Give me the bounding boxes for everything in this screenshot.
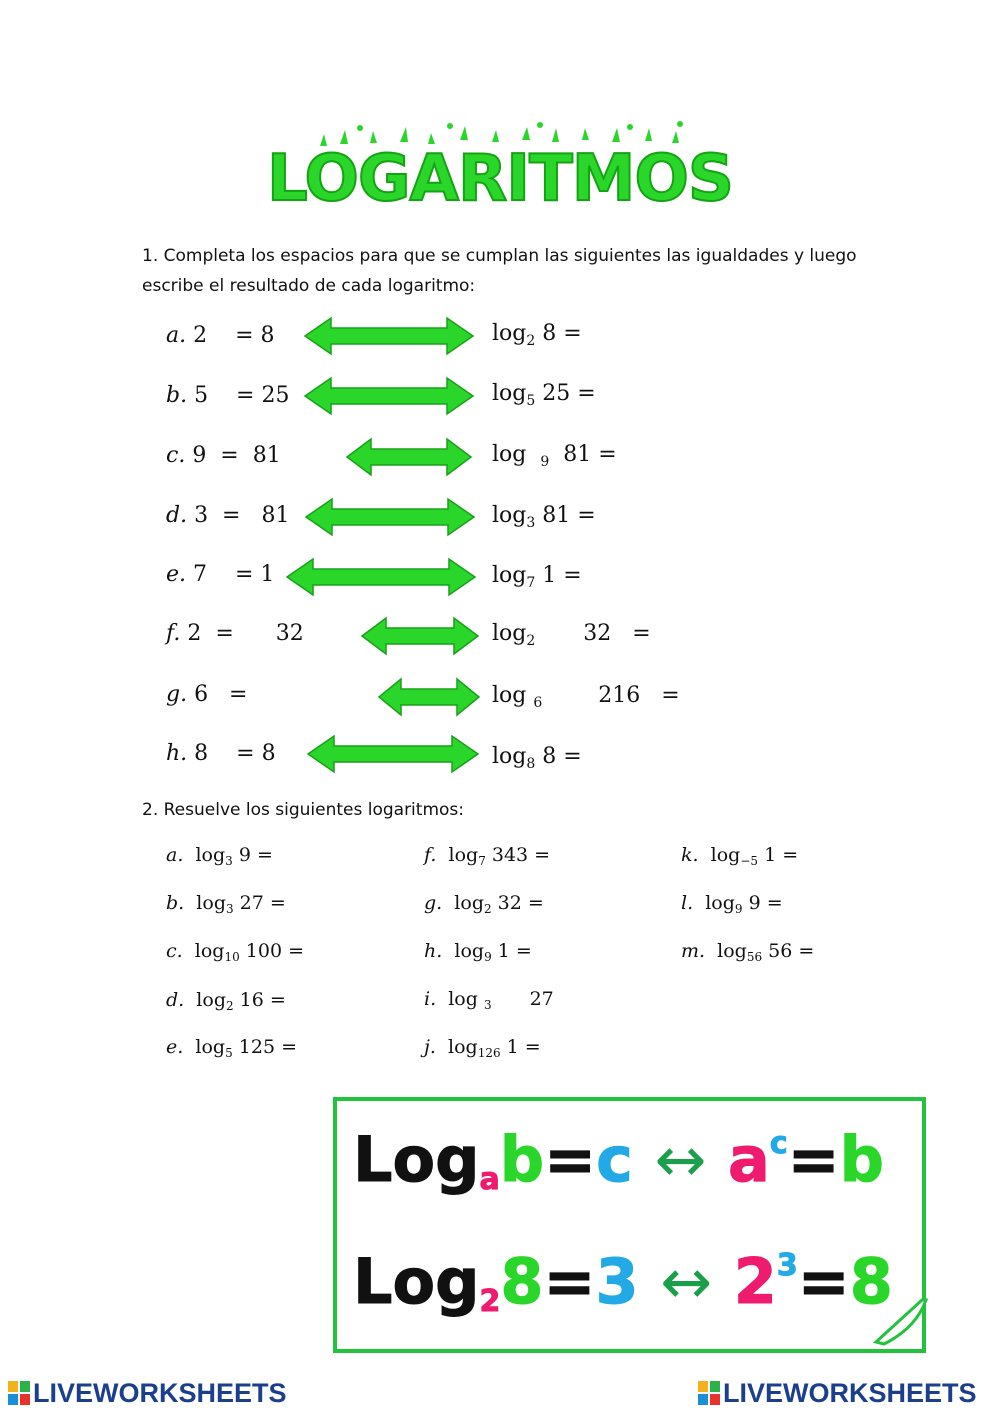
exercise1-b-left	[166, 383, 289, 408]
exponential-equation: 7 = 1	[193, 562, 275, 587]
log-base: 56	[746, 950, 763, 964]
formula-power-base: a	[727, 1123, 770, 1196]
log-base: 3	[526, 515, 536, 531]
exponential-equation: 9 = 81	[192, 443, 281, 468]
log-argument: 1 =	[506, 1036, 541, 1058]
title-text: LOGARITMOS	[267, 142, 733, 216]
log-word: log	[492, 621, 527, 646]
log-base: 10	[224, 950, 240, 964]
log-base: 9	[484, 950, 492, 964]
exercise1-f-log	[492, 621, 651, 649]
log-base: 9	[540, 454, 550, 470]
log-base: 126	[477, 1046, 501, 1060]
log-word: log	[454, 940, 485, 962]
log-argument: 81 =	[563, 442, 617, 467]
exponential-equation: 2 = 8	[193, 323, 275, 348]
formula-power-base: 2	[733, 1245, 777, 1318]
exercise1-c-log	[492, 442, 617, 470]
log-word: log	[196, 892, 226, 914]
exercise1-g-left	[166, 682, 248, 707]
log-argument: 27 =	[239, 892, 286, 914]
log-word: log	[448, 988, 478, 1010]
row-letter: g.	[166, 682, 188, 707]
folded-corner-icon	[876, 1298, 928, 1352]
brand-name: LIVEWORKSHEETS	[33, 1378, 287, 1408]
row-letter: c.	[166, 443, 186, 468]
exercise1-h-log	[492, 744, 582, 772]
log-base: 3	[483, 998, 492, 1012]
log-argument: 32 =	[497, 892, 544, 914]
formula-result: 3	[595, 1245, 639, 1318]
exercise2-m	[681, 940, 814, 962]
log-base: 7	[526, 575, 536, 591]
double-arrow-icon	[285, 557, 477, 597]
footer-brand-left[interactable]	[8, 1378, 287, 1412]
log-word: log	[454, 892, 484, 914]
row-letter: i.	[424, 988, 437, 1010]
log-argument: 1 =	[497, 940, 532, 962]
liveworksheets-logo-icon	[698, 1381, 720, 1412]
formula-base: 2	[479, 1284, 501, 1319]
exercise1-b-log	[492, 381, 596, 409]
exercise1-a-log	[492, 321, 582, 349]
formula-log: Log	[353, 1245, 480, 1318]
log-word: log	[710, 844, 741, 866]
log-argument: 100 =	[245, 940, 305, 962]
log-base: 3	[225, 902, 234, 916]
log-base: 8	[526, 756, 536, 772]
formula-equals: =	[787, 1123, 840, 1196]
exercise2-g	[424, 892, 544, 914]
exercise1-h-left	[166, 741, 276, 766]
double-arrow-icon	[306, 734, 480, 774]
row-letter: g.	[424, 892, 443, 914]
log-word: log	[448, 844, 479, 866]
exercise2-j	[424, 1036, 541, 1058]
footer-brand-right[interactable]	[698, 1378, 977, 1412]
log-word: log	[196, 989, 226, 1011]
row-letter: l.	[681, 892, 694, 914]
log-argument: 125 =	[238, 1036, 297, 1058]
log-argument: 16 =	[239, 989, 286, 1011]
log-word: log	[492, 683, 527, 708]
row-letter: h.	[424, 940, 443, 962]
log-argument: 27	[529, 988, 554, 1010]
formula-result: c	[596, 1123, 633, 1196]
log-base: 2	[225, 999, 234, 1013]
exponential-equation: 2 = 32	[187, 621, 304, 646]
log-base: 2	[483, 902, 492, 916]
log-argument: 1 =	[542, 563, 582, 588]
exercise2-e	[166, 1036, 297, 1058]
row-letter: h.	[166, 741, 188, 766]
exponential-equation: 3 = 81	[194, 503, 290, 528]
exercise1-d-log	[492, 503, 596, 531]
formula-power-result: 8	[849, 1245, 893, 1318]
log-word: log	[705, 892, 735, 914]
exercise2-l	[681, 892, 783, 914]
exponential-equation: 5 = 25	[194, 383, 290, 408]
log-word: log	[195, 1036, 226, 1058]
row-letter: e.	[166, 562, 187, 587]
log-argument: 81 =	[542, 503, 596, 528]
row-letter: d.	[166, 989, 185, 1011]
formula-exponent: c	[769, 1126, 788, 1161]
log-argument: 1 =	[764, 844, 799, 866]
double-arrow-icon	[360, 616, 480, 656]
row-letter: c.	[166, 940, 183, 962]
log-word: log	[492, 744, 527, 769]
log-base: 5	[526, 393, 536, 409]
formula-equals: =	[544, 1123, 597, 1196]
exercise2-c	[166, 940, 304, 962]
formula-base: a	[479, 1162, 500, 1197]
section1-instruction-line1: 1. Completa los espacios para que se cumplan las siguientes las igualdades y luego	[142, 246, 857, 266]
row-letter: k.	[681, 844, 699, 866]
exponential-equation: 8 = 8	[194, 741, 276, 766]
section1-instruction	[142, 241, 902, 301]
exponential-equation: 6 =	[194, 682, 248, 707]
section1-instruction-line2: escribe el resultado de cada logaritmo:	[142, 276, 476, 296]
double-arrow-icon	[304, 497, 476, 537]
exercise1-c-left	[166, 443, 281, 468]
row-letter: a.	[166, 844, 184, 866]
log-argument: 25 =	[542, 381, 596, 406]
row-letter: m.	[681, 940, 706, 962]
exercise1-e-log	[492, 563, 582, 591]
double-arrow-icon	[303, 316, 475, 356]
exercise1-g-log	[492, 683, 680, 711]
row-letter: e.	[166, 1036, 184, 1058]
log-word: log	[492, 321, 527, 346]
log-word: log	[195, 844, 226, 866]
row-letter: b.	[166, 383, 188, 408]
log-base: 6	[533, 695, 543, 711]
formula-argument: b	[499, 1123, 545, 1196]
log-base: 2	[526, 633, 536, 649]
log-argument: 32 =	[583, 621, 651, 646]
exercise1-f-left	[166, 621, 304, 646]
log-base: 3	[225, 854, 233, 868]
log-word: log	[448, 1036, 478, 1058]
double-arrow-icon	[345, 437, 473, 477]
exercise2-d	[166, 989, 286, 1011]
brand-name: LIVEWORKSHEETS	[723, 1378, 977, 1408]
log-word: log	[492, 442, 527, 467]
log-argument: 9 =	[748, 892, 783, 914]
exercise2-a	[166, 844, 273, 866]
exercise1-d-left	[166, 503, 289, 528]
exercise2-k	[681, 844, 798, 866]
log-word: log	[492, 563, 527, 588]
row-letter: d.	[166, 503, 188, 528]
exercise2-i	[424, 988, 554, 1010]
liveworksheets-logo-icon	[8, 1381, 30, 1412]
log-argument: 8 =	[542, 321, 582, 346]
log-base: 2	[526, 333, 536, 349]
exercise2-h	[424, 940, 532, 962]
exercise1-e-left	[166, 562, 274, 587]
row-letter: j.	[424, 1036, 436, 1058]
log-word: log	[492, 381, 527, 406]
exercise2-f	[424, 844, 550, 866]
double-arrow-icon	[377, 677, 481, 717]
log-argument: 56 =	[768, 940, 815, 962]
page-title	[267, 118, 733, 218]
log-word: log	[717, 940, 747, 962]
row-letter: b.	[166, 892, 185, 914]
double-arrow-icon: ↔	[660, 1245, 713, 1318]
double-arrow-icon	[303, 376, 475, 416]
log-word: log	[492, 503, 527, 528]
double-arrow-icon: ↔	[654, 1123, 707, 1196]
formula-exponent: 3	[776, 1248, 798, 1283]
formula-log: Log	[353, 1123, 480, 1196]
log-argument: 8 =	[542, 744, 582, 769]
log-base: 7	[478, 854, 486, 868]
formula-box	[333, 1097, 926, 1353]
exercise1-a-left	[166, 323, 275, 348]
formula-power-result: b	[839, 1123, 884, 1196]
row-letter: f.	[424, 844, 437, 866]
log-base: −5	[740, 854, 759, 868]
log-argument: 343 =	[491, 844, 551, 866]
log-word: log	[194, 940, 225, 962]
log-base: 5	[225, 1046, 233, 1060]
section2-instruction: 2. Resuelve los siguientes logaritmos:	[142, 800, 464, 820]
row-letter: a.	[166, 323, 187, 348]
log-argument: 216 =	[598, 683, 680, 708]
log-argument: 9 =	[238, 844, 273, 866]
exercise2-b	[166, 892, 286, 914]
row-letter: f.	[166, 621, 181, 646]
formula-equals: =	[797, 1245, 850, 1318]
log-base: 9	[734, 902, 743, 916]
formula-general	[353, 1123, 884, 1197]
formula-equals: =	[543, 1245, 596, 1318]
formula-argument: 8	[500, 1245, 544, 1318]
formula-example	[353, 1245, 893, 1319]
